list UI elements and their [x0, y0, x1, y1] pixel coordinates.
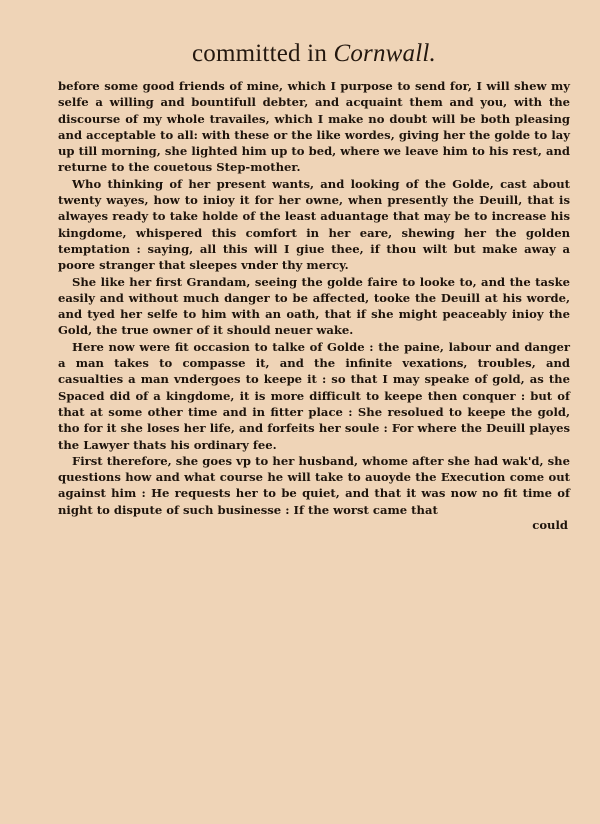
header-title: committed in	[192, 40, 334, 67]
paragraph-4: Here now were fit occasion to talke of Golde : the paine, labour and danger a man takes to compasse it, and the infinite vexations, troubles, and casualties a man vndergoes to keepe it : so that I may speake of gold, as the Spaced did of a kingdome, it is more difficult to keepe then conquer : but of that at some other time and in fitter place : She resolued to keepe the gold, tho for it she loses her life, and forfeits her soule : For where the Deuill playes the Lawyer thats his ordinary fee.	[58, 339, 570, 452]
paragraph-5: First therefore, she goes vp to her husband, whome after she had wak'd, she questions how and what course he will take to auoyde the Execution come out against him : He requests her to be quiet, and that it was now no fit time of night to dispute of such businesse : If the worst came that	[58, 453, 570, 517]
paragraph-1: before some good friends of mine, which I purpose to send for, I will shew my selfe a willing and bountifull debter, and acquaint them and you, with the discourse of my whole travailes, which I make no doubt will be both pleasing and acceptable to all: with these or the like wordes, giving her the golde to lay up till morning, she lighted him up to bed, where we leave him to his rest, and returne to the couetous Step-mother.	[58, 79, 570, 175]
paragraph-3: She like her first Grandam, seeing the golde faire to looke to, and the taske easily and without much danger to be affected, tooke the Deuill at his worde, and tyed her selfe to him with an oath, that if she might peaceably inioy the Gold, the true owner of it should neuer wake.	[58, 274, 570, 338]
body-text	[58, 78, 570, 518]
paragraph-2: Who thinking of her present wants, and looking of the Golde, cast about twenty wayes, how to inioy it for her owne, when presently the Deuill, that is alwayes ready to take holde of the least aduantage that may be to increase his kingdome, whispered this comfort in her eare, shewing her the golden temptation : saying, all this will I giue thee, if thou wilt but make away a poore stranger that sleepes vnder thy mercy.	[58, 176, 570, 273]
catchword: could	[532, 518, 568, 533]
header-place: Cornwall.	[333, 40, 436, 67]
running-header	[58, 40, 570, 68]
